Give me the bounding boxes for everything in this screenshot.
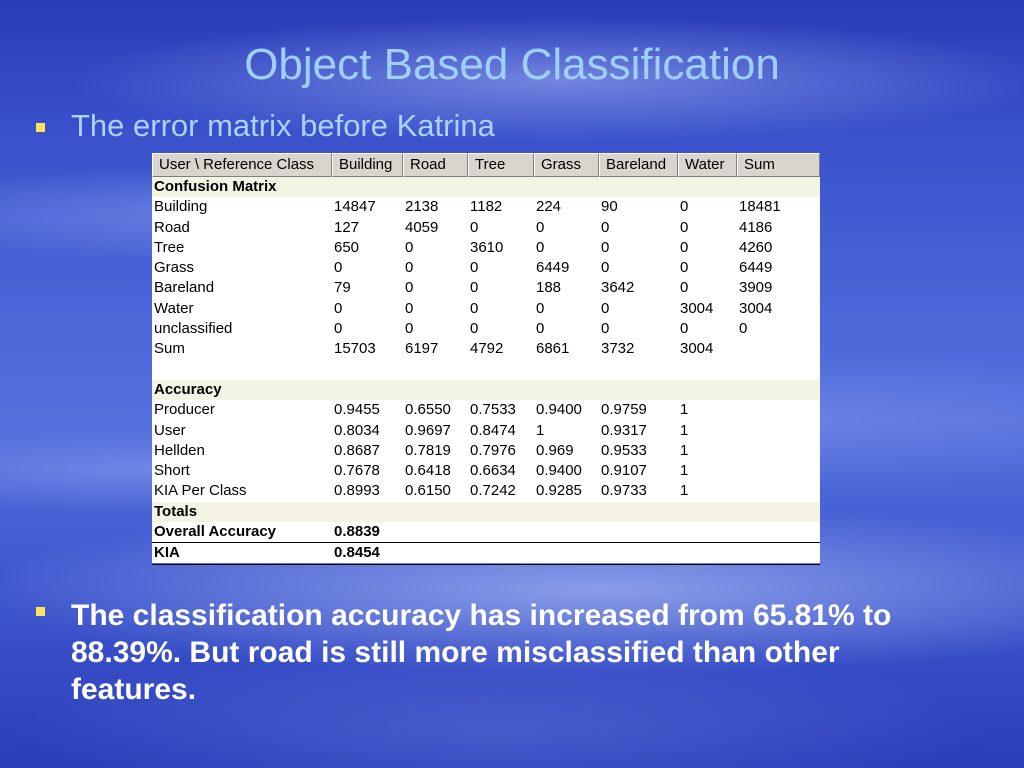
table-cell: 15703 xyxy=(334,340,376,358)
table-cell: 0.8687 xyxy=(334,441,380,459)
table-cell: 3642 xyxy=(601,279,635,297)
table-row xyxy=(152,299,820,319)
table-cell: 4792 xyxy=(470,340,504,358)
table-cell: 6449 xyxy=(536,259,570,277)
table-cell: 0 xyxy=(680,259,689,277)
table-cell: KIA xyxy=(154,544,180,562)
table-cell: 0 xyxy=(470,218,479,236)
table-cell: 0 xyxy=(470,259,479,277)
table-cell: Road xyxy=(154,218,190,236)
table-row xyxy=(152,421,820,441)
table-cell: 0 xyxy=(470,279,479,297)
table-cell: 0.9733 xyxy=(601,482,647,500)
table-row xyxy=(152,197,820,217)
bullet-text: The error matrix before Katrina xyxy=(71,108,495,143)
table-cell: 0 xyxy=(739,320,748,338)
table-cell: 0 xyxy=(405,279,414,297)
table-cell: 0 xyxy=(334,299,343,317)
table-cell: 0 xyxy=(680,218,689,236)
table-cell: 0.7819 xyxy=(405,441,451,459)
table-cell: 0.6150 xyxy=(405,482,451,500)
table-cell: 6449 xyxy=(739,259,773,277)
table-cell: 0.8034 xyxy=(334,421,380,439)
table-row xyxy=(152,238,820,258)
slide-title: Object Based Classification xyxy=(244,40,780,89)
table-cell: 90 xyxy=(601,198,618,216)
table-cell: 0.9400 xyxy=(536,401,582,419)
table-cell: 0.9285 xyxy=(536,482,582,500)
table-cell: 0.7242 xyxy=(470,482,516,500)
table-cell: unclassified xyxy=(154,320,233,338)
table-cell: 2138 xyxy=(405,198,439,216)
table-cell: 1182 xyxy=(470,198,503,216)
table-cell: 0 xyxy=(334,259,343,277)
table-cell: 0 xyxy=(334,320,343,338)
table-cell: 4186 xyxy=(739,218,773,236)
table-cell: 0.9533 xyxy=(601,441,647,459)
table-cell: Building xyxy=(154,198,208,216)
table-cell: 0 xyxy=(536,218,545,236)
table-cell: 0 xyxy=(470,299,479,317)
table-cell: 0 xyxy=(680,198,689,216)
table-cell: 3909 xyxy=(739,279,773,297)
table-cell: 0.8474 xyxy=(470,421,516,439)
table-cell: 1 xyxy=(680,421,689,439)
table-cell: 3610 xyxy=(470,238,504,256)
table-cell: 3004 xyxy=(680,299,714,317)
table-cell: 0 xyxy=(405,320,414,338)
table-cell: 0 xyxy=(601,238,610,256)
table-cell: 0 xyxy=(601,320,610,338)
table-cell xyxy=(737,481,820,501)
spacer-row xyxy=(152,360,820,380)
table-cell: 3004 xyxy=(680,340,714,358)
table-cell: Overall Accuracy xyxy=(154,523,277,541)
table-cell: 0.9759 xyxy=(601,401,647,419)
table-cell: 1 xyxy=(680,482,689,500)
table-row xyxy=(152,481,820,501)
table-cell: 0 xyxy=(405,238,414,256)
table-cell: 0.969 xyxy=(536,441,574,459)
table-cell: 0.7533 xyxy=(470,401,516,419)
table-cell: 0 xyxy=(680,238,689,256)
table-cell: Hellden xyxy=(154,441,205,459)
section-label: Accuracy xyxy=(154,380,222,398)
table-cell: KIA Per Class xyxy=(154,482,247,500)
table-cell: 650 xyxy=(334,238,360,256)
table-cell: Sum xyxy=(154,340,185,358)
table-cell: Bareland xyxy=(154,279,215,297)
column-header[interactable]: Tree xyxy=(468,153,534,177)
table-cell: Producer xyxy=(154,401,215,419)
table-cell: Grass xyxy=(154,259,195,277)
table-cell: 0 xyxy=(601,299,610,317)
section-header-row xyxy=(152,380,820,400)
section-label: Confusion Matrix xyxy=(154,178,277,195)
table-cell: User xyxy=(154,421,186,439)
table-cell xyxy=(737,400,820,420)
table-cell: 0.9107 xyxy=(601,462,647,480)
table-cell xyxy=(737,441,820,461)
table-row xyxy=(152,461,820,481)
section-label: Totals xyxy=(154,502,198,520)
table-cell: 4059 xyxy=(405,218,439,236)
table-cell: 188 xyxy=(536,279,562,297)
table-cell: 1 xyxy=(680,441,689,459)
table-cell: 0.6418 xyxy=(405,462,451,480)
table-row xyxy=(152,278,820,298)
table-cell: 127 xyxy=(334,218,360,236)
table-cell: 0 xyxy=(536,320,545,338)
square-bullet-icon xyxy=(36,607,45,616)
table-cell xyxy=(737,461,820,481)
totals-row xyxy=(152,543,820,564)
column-header[interactable]: Sum xyxy=(737,153,820,177)
table-body xyxy=(152,177,820,565)
table-cell: 14847 xyxy=(334,198,376,216)
table-cell: 1 xyxy=(680,401,689,419)
table-row xyxy=(152,258,820,278)
section-header-row xyxy=(152,177,820,197)
table-cell: 1 xyxy=(536,421,545,439)
table-cell: 0.8993 xyxy=(334,482,380,500)
table-cell: Short xyxy=(154,462,190,480)
table-cell: Water xyxy=(154,299,194,317)
error-matrix-table xyxy=(152,153,820,563)
table-row xyxy=(152,339,820,359)
table-cell: 0.8839 xyxy=(334,523,380,541)
table-cell: 4260 xyxy=(739,238,773,256)
table-cell: 0 xyxy=(601,259,610,277)
section-header-row xyxy=(152,502,820,522)
square-bullet-icon xyxy=(36,123,45,132)
table-cell: 0 xyxy=(680,279,689,297)
table-row xyxy=(152,400,820,420)
table-row xyxy=(152,319,820,339)
table-cell: 0.9697 xyxy=(405,421,451,439)
table-cell: 0.9317 xyxy=(601,421,647,439)
column-header[interactable]: Water xyxy=(678,153,737,177)
table-cell: 1 xyxy=(680,462,689,480)
table-cell: 18481 xyxy=(739,198,781,216)
bullet-text: The classification accuracy has increased from 65.81% to 88.39%. But road is still more misclassified than other features. xyxy=(71,599,892,706)
table-header xyxy=(152,153,820,177)
totals-row xyxy=(152,522,820,543)
table-cell: 0.6550 xyxy=(405,401,451,419)
table-cell: 6197 xyxy=(405,340,439,358)
table-cell: 0.7678 xyxy=(334,462,380,480)
table-cell: 0 xyxy=(405,299,414,317)
table-cell: 3004 xyxy=(739,299,773,317)
table-cell: 0.7976 xyxy=(470,441,516,459)
table-cell: 0.9455 xyxy=(334,401,380,419)
table-cell: 0.9400 xyxy=(536,462,582,480)
column-header[interactable]: Bareland xyxy=(599,153,678,177)
bullet-item xyxy=(36,597,996,708)
table-cell: 0 xyxy=(470,320,479,338)
table-cell: 0.8454 xyxy=(334,544,380,562)
table-cell: 0 xyxy=(680,320,689,338)
column-header[interactable]: Building xyxy=(332,153,403,177)
table-cell: 0 xyxy=(536,299,545,317)
column-header[interactable]: User \ Reference Class xyxy=(152,153,332,177)
table-cell: 0 xyxy=(536,238,545,256)
table-cell xyxy=(737,339,820,359)
table-row xyxy=(152,441,820,461)
table-cell: 6861 xyxy=(536,340,570,358)
bullet-item xyxy=(36,108,495,144)
table-cell xyxy=(737,421,820,441)
table-cell: Tree xyxy=(154,238,185,256)
table-cell: 79 xyxy=(334,279,351,297)
table-cell: 224 xyxy=(536,198,562,216)
table-cell: 0 xyxy=(601,218,610,236)
table-cell: 0.6634 xyxy=(470,462,516,480)
table-cell: 0 xyxy=(405,259,414,277)
column-header[interactable]: Grass xyxy=(534,153,599,177)
table-row xyxy=(152,218,820,238)
column-header[interactable]: Road xyxy=(403,153,468,177)
table-cell: 3732 xyxy=(601,340,635,358)
